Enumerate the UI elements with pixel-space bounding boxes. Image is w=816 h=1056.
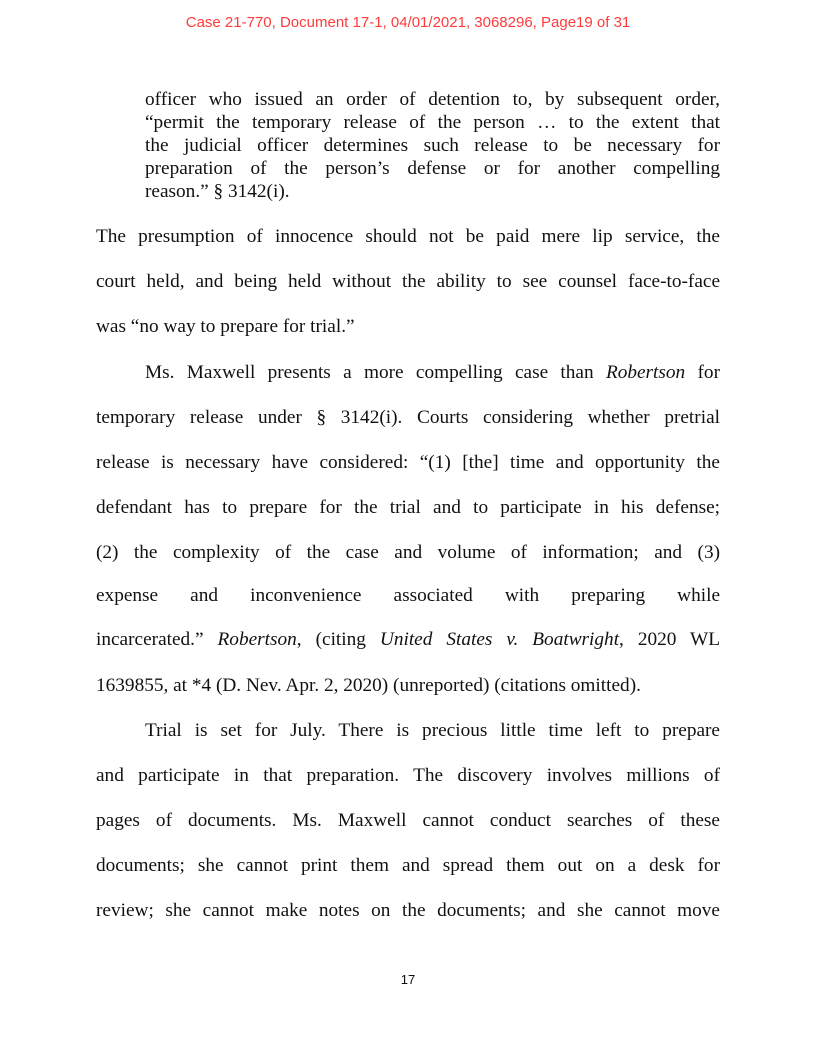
paragraph-line: 1639855, at *4 (D. Nev. Apr. 2, 2020) (unreported) (citations omitted). <box>96 675 641 696</box>
paragraph-line: review; she cannot make notes on the documents; and she cannot move <box>96 900 720 921</box>
text-run: , (citing <box>296 629 380 650</box>
case-name: United States v. Boatwright <box>379 629 620 650</box>
text-run: for <box>685 362 720 383</box>
case-name: Robertson <box>605 362 686 383</box>
paragraph-line: and participate in that preparation. The discovery involves millions of <box>96 765 720 786</box>
paragraph-line: expense and inconvenience associated with preparing while <box>96 585 720 606</box>
paragraph-line: documents; she cannot print them and spread them out on a desk for <box>96 855 720 876</box>
paragraph-line: Trial is set for July. There is precious little time left to prepare <box>145 720 720 741</box>
paragraph-line: court held, and being held without the ability to see counsel face-to-face <box>96 271 720 292</box>
text-run: , 2020 WL <box>619 629 720 650</box>
paragraph-line: defendant has to prepare for the trial and to participate in his defense; <box>96 497 720 518</box>
paragraph-line <box>96 629 720 651</box>
paragraph-line: temporary release under § 3142(i). Courts considering whether pretrial <box>96 407 720 428</box>
page-number: 17 <box>400 972 416 987</box>
quote-line: officer who issued an order of detention to, by subsequent order, <box>145 89 720 110</box>
court-filing-stamp: Case 21-770, Document 17-1, 04/01/2021, 3068296, Page19 of 31 <box>185 14 631 31</box>
quote-line: reason.” § 3142(i). <box>145 181 290 202</box>
quote-line: preparation of the person’s defense or for another compelling <box>145 158 720 179</box>
text-run: Ms. Maxwell presents a more compelling case than <box>145 362 606 383</box>
paragraph-line: pages of documents. Ms. Maxwell cannot conduct searches of these <box>96 810 720 831</box>
paragraph-line: The presumption of innocence should not be paid mere lip service, the <box>96 226 720 247</box>
paragraph-line: release is necessary have considered: “(1) [the] time and opportunity the <box>96 452 720 473</box>
text-run: incarcerated.” <box>96 629 218 650</box>
case-name: Robertson <box>217 629 297 650</box>
paragraph-line: was “no way to prepare for trial.” <box>96 316 355 337</box>
quote-line: “permit the temporary release of the person … to the extent that <box>145 112 720 133</box>
paragraph-line: (2) the complexity of the case and volume of information; and (3) <box>96 542 720 563</box>
paragraph-line <box>145 362 720 384</box>
quote-line: the judicial officer determines such release to be necessary for <box>145 135 720 156</box>
